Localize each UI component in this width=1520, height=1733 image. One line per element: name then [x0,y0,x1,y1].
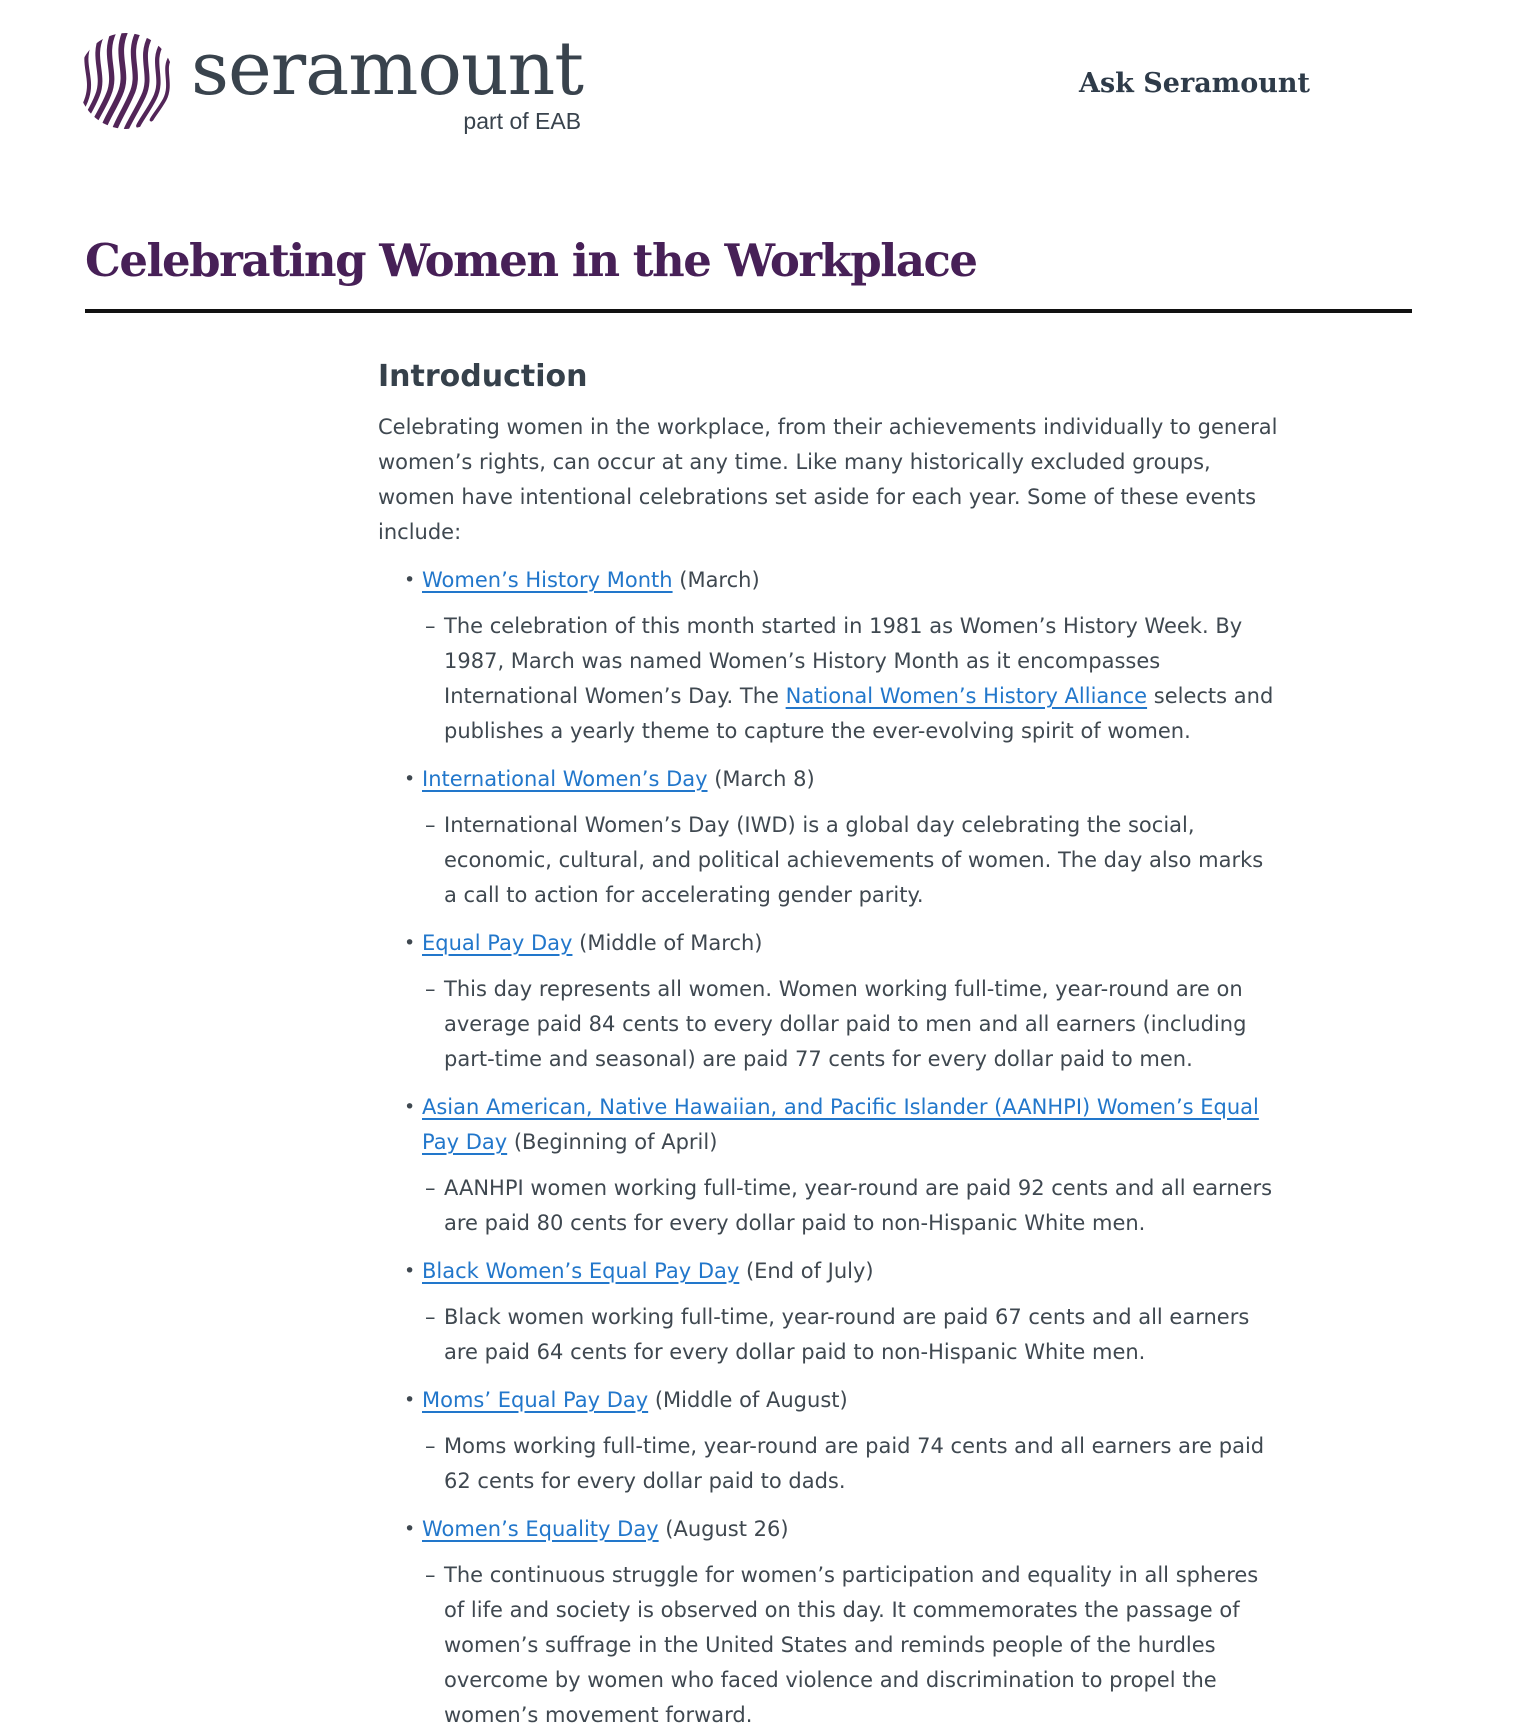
page-title: Celebrating Women in the Workplace [85,234,977,287]
event-link[interactable]: Moms’ Equal Pay Day [422,1387,649,1412]
event-heading [378,563,1278,598]
inline-link[interactable]: National Women’s History Alliance [785,683,1148,708]
event-detail: – The celebration of this month started in 1981 as Women’s History Week. By 1987, March was named Women’s History Month as it encompasses International Women’s Day. The National Women’s History Alliance selects and publishes a yearly theme to capture the ever-evolving spirit of women. [378,609,1278,749]
event-detail: – International Women’s Day (IWD) is a global day celebrating the social, economic, cultural, and political achievements of women. The day also marks a call to action for accelerating gender parity. [378,808,1278,913]
brand-tagline: part of EAB [463,108,582,134]
event-link[interactable]: Equal Pay Day [422,930,573,955]
event-date: (March 8) [707,766,815,791]
introduction-heading: Introduction [378,358,588,394]
seramount-logo [75,26,584,135]
events-list [378,563,1278,1733]
event-detail: – Moms working full-time, year-round are paid 74 cents and all earners are paid 62 cents for every dollar paid to dads. [378,1429,1278,1499]
event-link[interactable]: Women’s Equality Day [422,1516,659,1541]
list-item [378,762,1278,913]
event-date: (August 26) [658,1516,789,1541]
event-date: (Middle of August) [648,1387,848,1412]
event-detail: – This day represents all women. Women working full-time, year-round are on average paid 84 cents to every dollar paid to men and all earners (including part-time and seasonal) are paid 77 cents for every dollar paid to men. [378,972,1278,1077]
event-detail: – The continuous struggle for women’s participation and equality in all spheres of life and society is observed on this day. It commemorates the passage of women’s suffrage in the United States and reminds people of the hurdles overcome by women who faced violence and discrimination to propel the women’s movement forward. [378,1558,1278,1733]
event-detail: – Black women working full-time, year-round are paid 67 cents and all earners are paid 64 cents for every dollar paid to non-Hispanic White men. [378,1300,1278,1370]
seramount-swirl-icon [75,30,177,132]
list-item [378,1090,1278,1241]
list-item [378,1512,1278,1733]
event-link[interactable]: Black Women’s Equal Pay Day [422,1258,740,1283]
list-item [378,926,1278,1077]
event-link[interactable]: Women’s History Month [422,567,673,592]
event-heading [378,1383,1278,1418]
page-header [0,0,1520,135]
event-date: (End of July) [739,1258,874,1283]
main-content [378,359,1278,1733]
event-date: (Middle of March) [572,930,763,955]
brand-wordmark: seramount [191,26,584,112]
event-heading [378,926,1278,961]
event-heading [378,1090,1278,1160]
title-divider [85,309,1412,313]
event-date: (March) [672,567,760,592]
event-heading [378,762,1278,797]
event-date: (Beginning of April) [507,1129,718,1154]
list-item [378,1254,1278,1370]
event-detail: – AANHPI women working full-time, year-round are paid 92 cents and all earners are paid 80 cents for every dollar paid to non-Hispanic White men. [378,1171,1278,1241]
ask-seramount-link[interactable]: Ask Seramount [1079,68,1310,99]
brand-block [191,26,584,135]
event-link[interactable]: International Women’s Day [422,766,708,791]
event-link[interactable]: Asian American, Native Hawaiian, and Pacific Islander (AANHPI) Women’s Equal Pay Day [422,1094,1259,1154]
list-item [378,563,1278,749]
list-item [378,1383,1278,1499]
introduction-paragraph: Celebrating women in the workplace, from their achievements individually to general women’s rights, can occur at any time. Like many historically excluded groups, women have intentional celebrations set aside for each year. Some of these events include: [378,414,1278,544]
event-heading [378,1512,1278,1547]
event-heading [378,1254,1278,1289]
